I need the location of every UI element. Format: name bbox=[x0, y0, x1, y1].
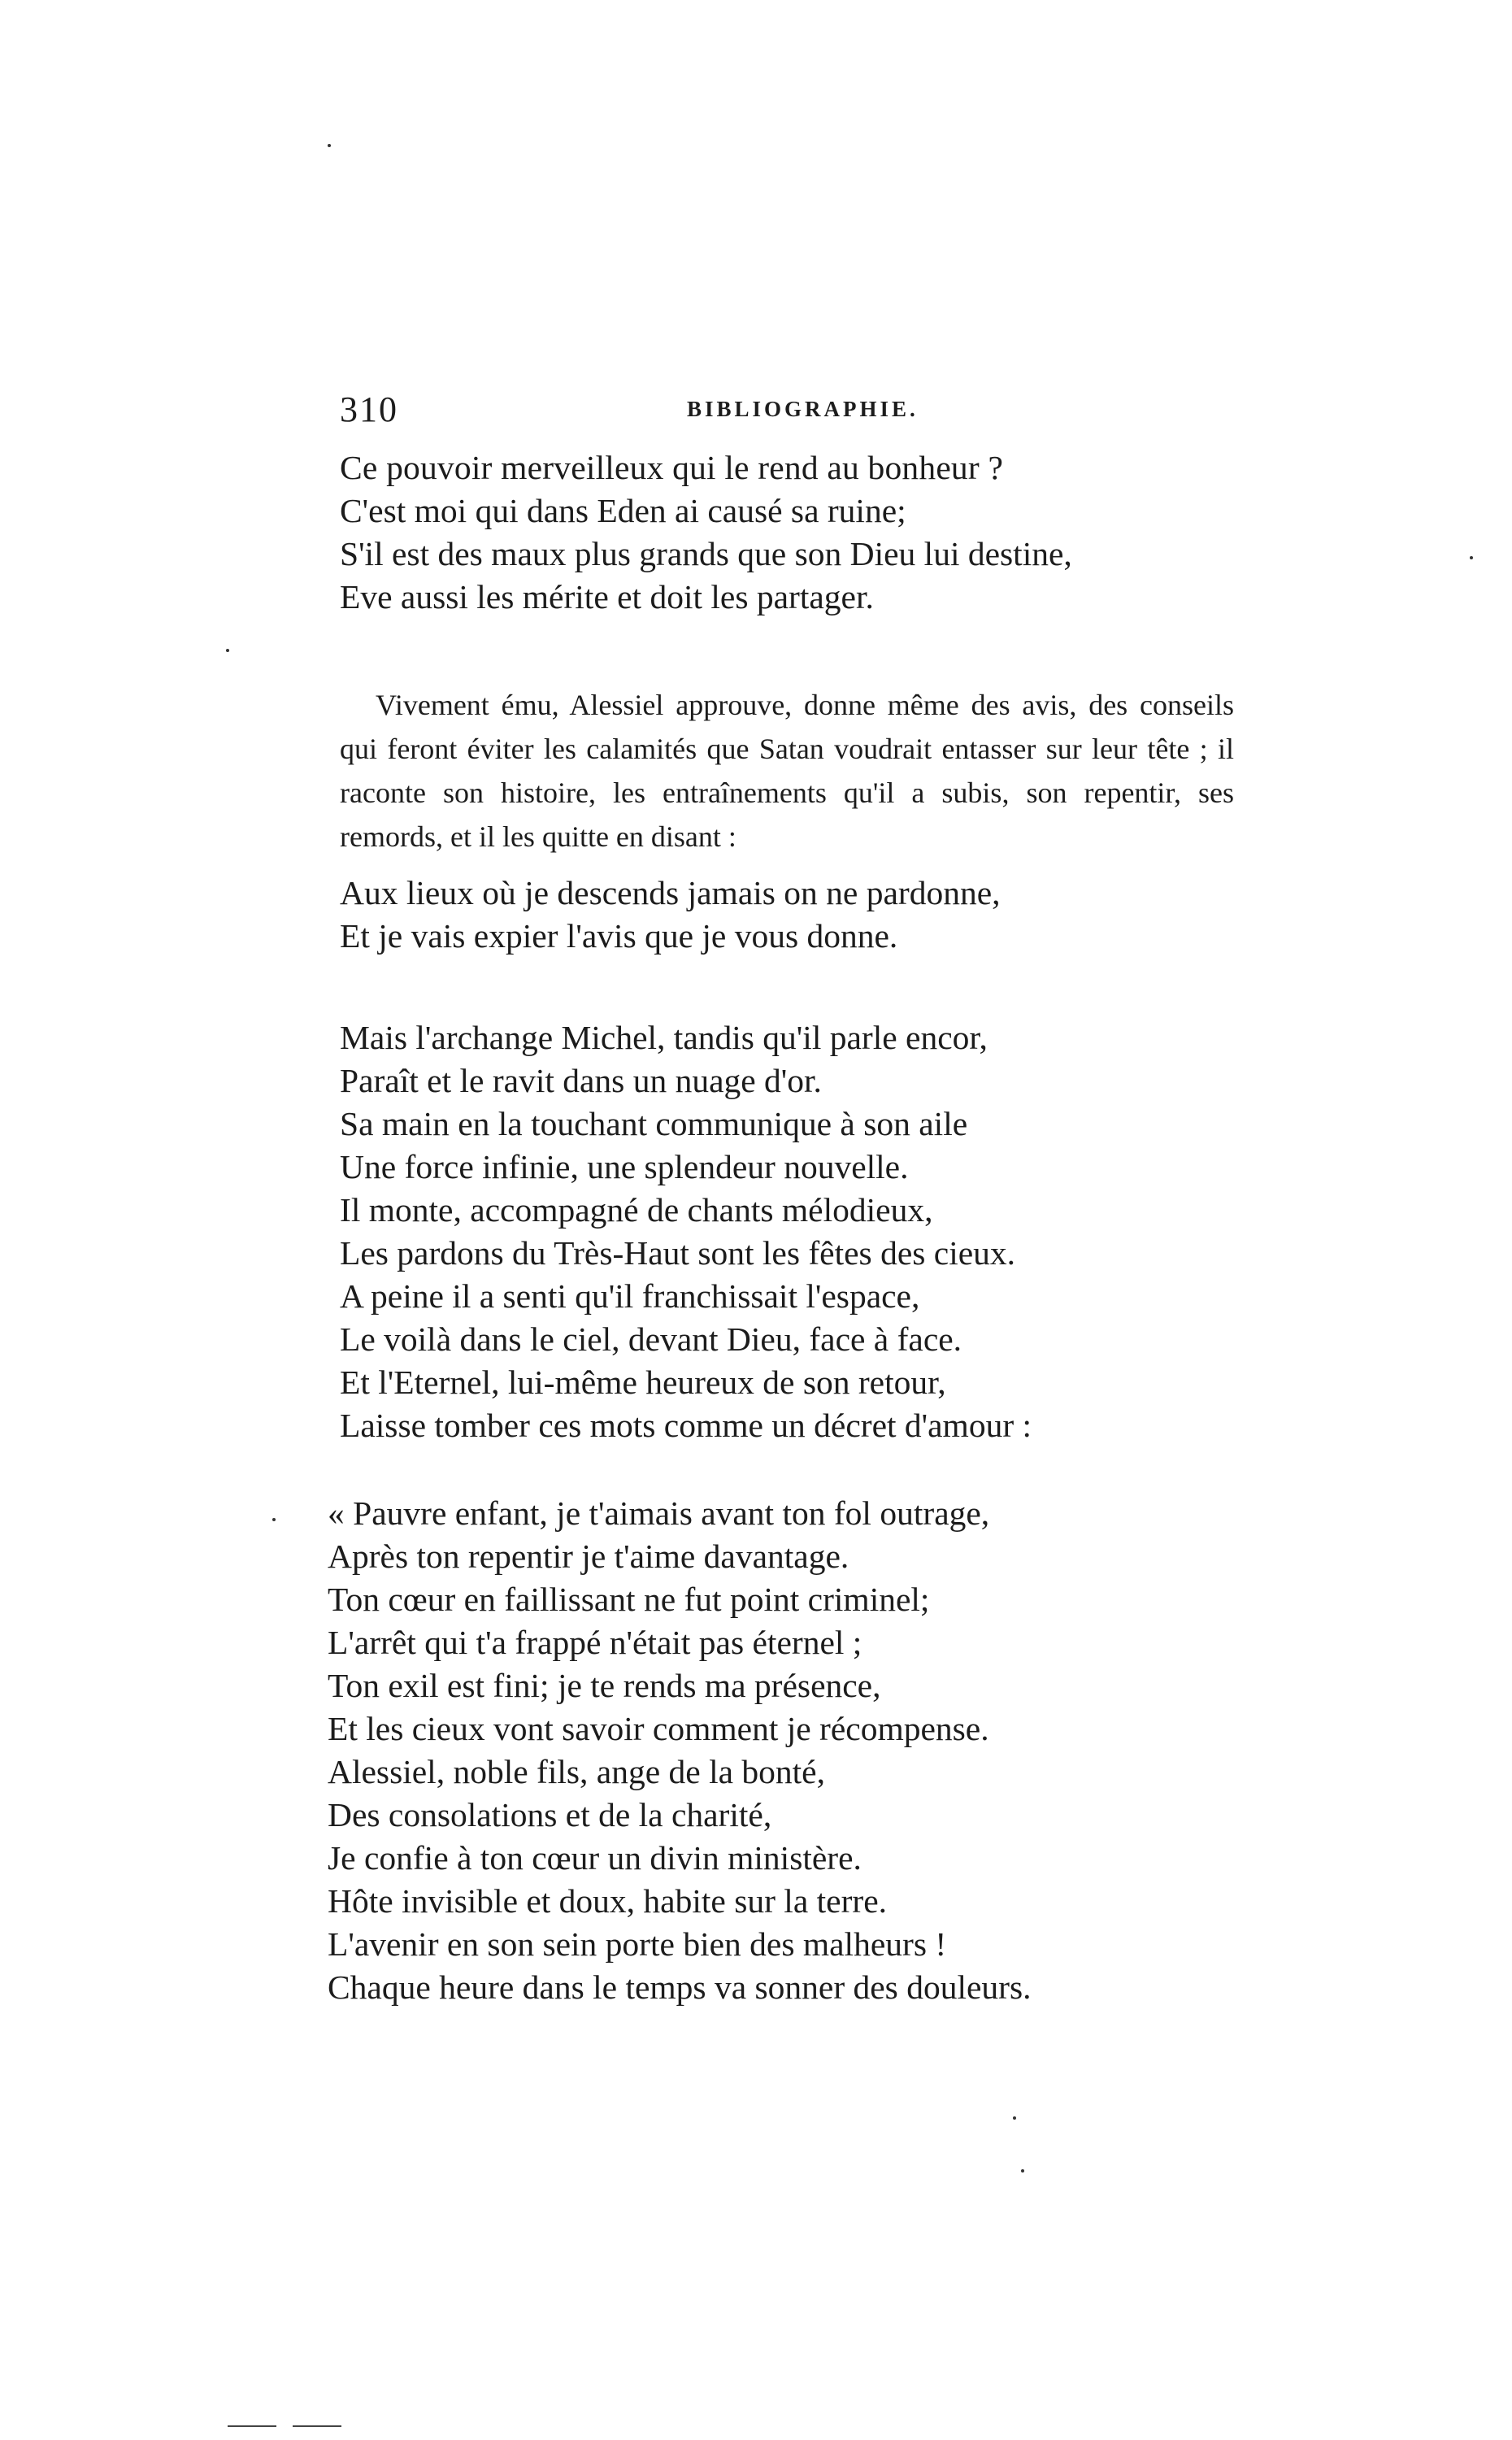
prose-paragraph: Vivement ému, Alessiel approuve, donne même des avis, des conseils qui feront éviter les calamités que Satan voudrait entasser sur leur tête ; il raconte son histoire, les entraînements qu'il a subis, son repentir, ses remords, et il les quitte en disant : bbox=[340, 689, 1234, 853]
verse-line: Et je vais expier l'avis que je vous donne. bbox=[340, 917, 898, 955]
verse-line: Des consolations et de la charité, bbox=[328, 1796, 772, 1833]
verse-line: Après ton repentir je t'aime davantage. bbox=[328, 1538, 849, 1575]
scan-speck bbox=[1013, 2116, 1016, 2120]
bottom-rule bbox=[228, 2425, 276, 2427]
verse-line: Ton cœur en faillissant ne fut point criminel; bbox=[328, 1581, 930, 1618]
verse-line: A peine il a senti qu'il franchissait l'espace, bbox=[340, 1277, 920, 1315]
verse-line: Eve aussi les mérite et doit les partager. bbox=[340, 578, 874, 615]
scan-speck bbox=[226, 649, 229, 652]
verse-line: L'avenir en son sein porte bien des malheurs ! bbox=[328, 1925, 947, 1963]
verse-line: Le voilà dans le ciel, devant Dieu, face à face. bbox=[340, 1320, 962, 1358]
verse-stanza-2 bbox=[340, 872, 1234, 958]
verse-stanza-1 bbox=[340, 446, 1234, 619]
verse-line: S'il est des maux plus grands que son Dieu lui destine, bbox=[340, 535, 1072, 572]
verse-stanza-4 bbox=[328, 1492, 1222, 2009]
scan-speck bbox=[1470, 556, 1473, 559]
running-title: BIBLIOGRAPHIE. bbox=[687, 397, 919, 421]
verse-line: Je confie à ton cœur un divin ministère. bbox=[328, 1839, 862, 1877]
verse-stanza-3 bbox=[340, 1016, 1234, 1447]
verse-line: Chaque heure dans le temps va sonner des douleurs. bbox=[328, 1968, 1032, 2006]
verse-line: Ce pouvoir merveilleux qui le rend au bonheur ? bbox=[340, 449, 1004, 486]
verse-line: Il monte, accompagné de chants mélodieux, bbox=[340, 1191, 933, 1229]
verse-line: Ton exil est fini; je te rends ma présence, bbox=[328, 1667, 881, 1704]
verse-line: L'arrêt qui t'a frappé n'était pas éternel ; bbox=[328, 1624, 862, 1661]
verse-line: Alessiel, noble fils, ange de la bonté, bbox=[328, 1753, 825, 1790]
verse-line: Hôte invisible et doux, habite sur la terre. bbox=[328, 1882, 888, 1920]
verse-line: Mais l'archange Michel, tandis qu'il parle encor, bbox=[340, 1019, 988, 1056]
verse-line: « Pauvre enfant, je t'aimais avant ton fol outrage, bbox=[328, 1494, 990, 1532]
verse-line: Laisse tomber ces mots comme un décret d'amour : bbox=[340, 1407, 1032, 1444]
bottom-rule bbox=[293, 2425, 341, 2427]
page-number: 310 bbox=[340, 389, 398, 429]
verse-line: Et les cieux vont savoir comment je récompense. bbox=[328, 1710, 989, 1747]
verse-line: Aux lieux où je descends jamais on ne pardonne, bbox=[340, 874, 1001, 911]
scan-speck bbox=[1021, 2169, 1024, 2173]
scan-speck bbox=[272, 1518, 276, 1521]
verse-line: Sa main en la touchant communique à son aile bbox=[340, 1105, 968, 1142]
page-header bbox=[340, 389, 1234, 437]
verse-line: Les pardons du Très-Haut sont les fêtes des cieux. bbox=[340, 1234, 1016, 1272]
verse-line: Une force infinie, une splendeur nouvelle. bbox=[340, 1148, 909, 1185]
verse-line: Paraît et le ravit dans un nuage d'or. bbox=[340, 1062, 822, 1099]
scan-speck bbox=[328, 144, 331, 147]
verse-line: Et l'Eternel, lui-même heureux de son retour, bbox=[340, 1364, 946, 1401]
verse-line: C'est moi qui dans Eden ai causé sa ruine; bbox=[340, 492, 906, 529]
